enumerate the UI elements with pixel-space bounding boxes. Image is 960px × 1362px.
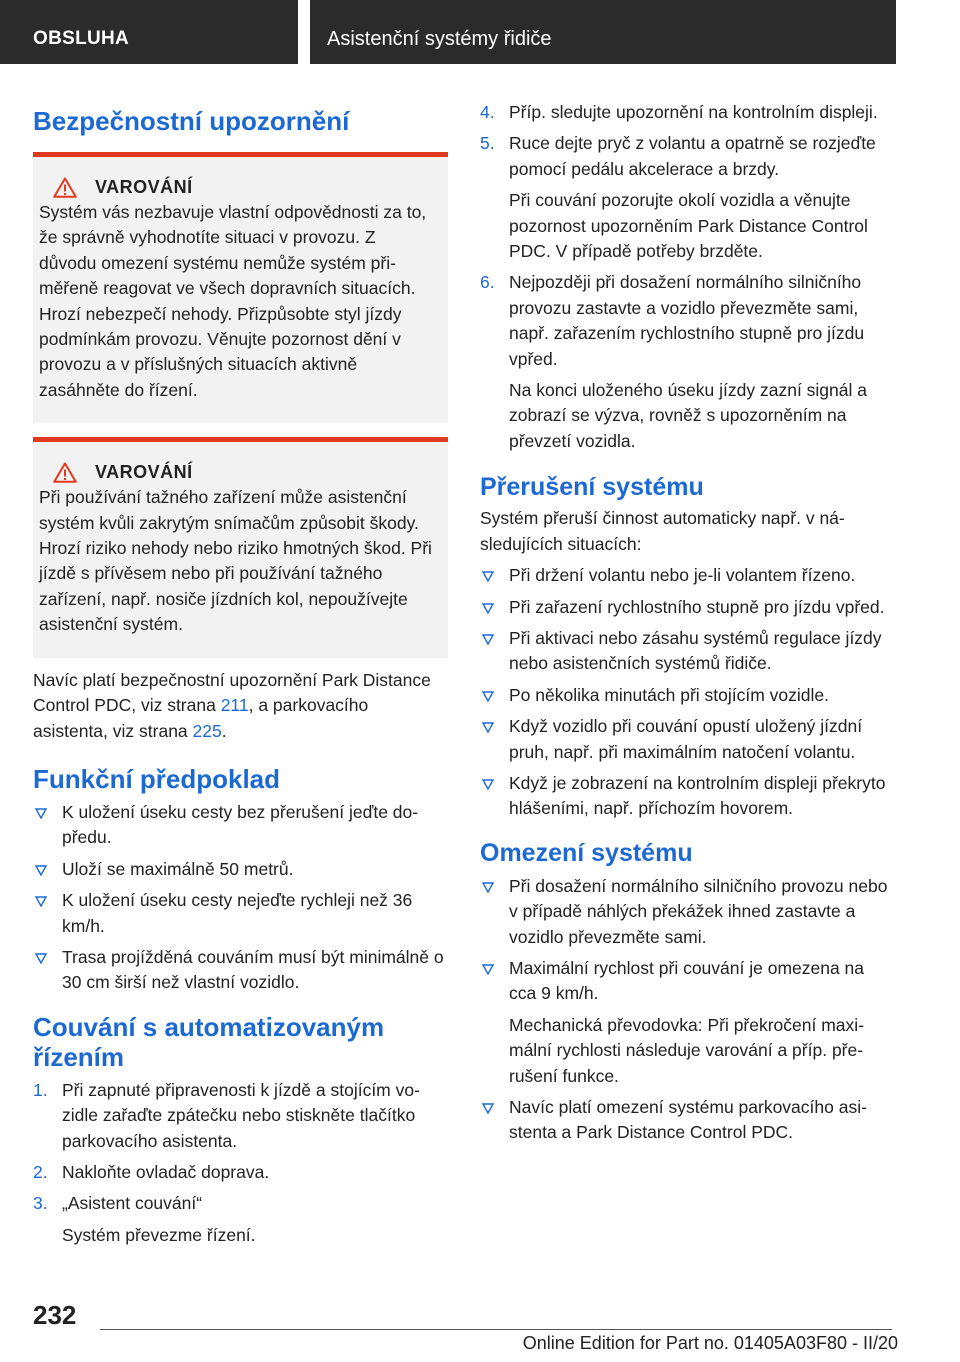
- step-number: 1.: [33, 1079, 48, 1100]
- list-item-text: Uloží se maximálně 50 metrů.: [62, 858, 294, 879]
- triangle-bullet-icon: [35, 896, 47, 907]
- triangle-bullet-icon: [482, 722, 494, 733]
- step-subtext: Na konci uloženého úseku jízdy zazní signál a zobrazí se výzva, rovněž s upozorněním na převzetí vozidla.: [509, 380, 867, 451]
- warning-text-1: Systém vás nezbavuje vlastní odpovědnosti za to, že správně vyhodnotíte situaci v provozu. Z důvodu omezení systému nemůže systém přiměřeně reagovat ve všech dopravních situacích. Hrozí nebezpečí nehody. Přizpůsobte styl jízdy podmínkám provozu. Věnujte pozornost dění v provozu a v příslušných situacích aktivně zasáhněte do řízení.: [39, 202, 427, 400]
- warning-title-2: VAROVÁNÍ: [95, 462, 193, 483]
- triangle-bullet-icon: [482, 634, 494, 645]
- step-text: Nakloňte ovladač doprava.: [62, 1161, 270, 1182]
- header-chapter-label: Asistenční systémy řidiče: [327, 28, 552, 50]
- list-item: [33, 1191, 448, 1248]
- step-text: Ruce dejte pryč z volantu a opatrně se rozjeďte pomocí pedálu akcelerace a brzdy.: [509, 133, 876, 179]
- triangle-bullet-icon: [482, 1103, 494, 1114]
- step-text: „Asistent couvání“: [62, 1193, 203, 1214]
- list-item-text: Při dosažení normálního silničního provozu nebo v případě náhlých překážek ihned zastavte a vozidlo převezměte sami.: [509, 875, 888, 947]
- list-item: [480, 714, 892, 765]
- reverse-steps-list-cont: [480, 100, 892, 454]
- step-number: 3.: [33, 1193, 48, 1214]
- step-number: 6.: [480, 272, 495, 293]
- header-section-tab: [0, 0, 298, 64]
- limits-list: [480, 874, 892, 1146]
- triangle-bullet-icon: [35, 953, 47, 964]
- list-item: [480, 270, 892, 454]
- interrupt-heading: Přerušení systému: [480, 473, 704, 502]
- list-item: [480, 563, 892, 588]
- list-item: [33, 1160, 448, 1185]
- header-chapter-tab: [310, 0, 896, 64]
- list-item: [33, 888, 448, 939]
- list-item: [480, 771, 892, 822]
- func-heading: Funkční předpoklad: [33, 763, 281, 794]
- triangle-bullet-icon: [482, 571, 494, 582]
- list-item: [480, 683, 892, 708]
- list-item: [480, 131, 892, 264]
- warning-triangle-icon: [53, 462, 77, 483]
- list-item: [33, 945, 448, 996]
- safety-heading: Bezpečnostní upozornění: [33, 106, 350, 136]
- list-item-text: Po několika minutách při stojícím vozidle.: [509, 684, 829, 705]
- triangle-bullet-icon: [35, 808, 47, 819]
- list-item: [33, 800, 448, 851]
- page-link-225[interactable]: 225: [192, 720, 222, 741]
- warning-triangle-icon: [53, 177, 77, 198]
- reverse-steps-list: [33, 1078, 448, 1248]
- warning-title-1: VAROVÁNÍ: [95, 177, 193, 197]
- limits-heading: Omezení systému: [480, 838, 693, 867]
- step-text: Příp. sledujte upozornění na kontrolním displeji.: [509, 102, 878, 122]
- warning-box-1: [33, 152, 448, 423]
- extra-text-part: , a parkovacího asistenta, viz strana: [33, 695, 369, 741]
- step-text: Při zapnuté připravenosti k jízdě a stojícím vozidle zařaďte zpátečku nebo stiskněte tlačítko parkovacího asistenta.: [62, 1079, 420, 1151]
- list-item-text: Při zařazení rychlostního stupně pro jízdu vpřed.: [509, 596, 885, 617]
- triangle-bullet-icon: [482, 779, 494, 790]
- list-item: [480, 874, 892, 950]
- warning-text-2: Při používání tažného zařízení může asistenční systém kvůli zakrytým snímačům způsobit škody. Hrozí riziko nehody nebo riziko hmotných škod. Při jízdě s přívěsem nebo při používání tažného zařízení, např. nosiče jízdních kol, nepoužívejte asistenční systém.: [39, 487, 432, 635]
- page-link-211[interactable]: 211: [220, 695, 249, 716]
- interrupt-list: [480, 563, 892, 822]
- interrupt-intro: Systém přeruší činnost automaticky např. v následujících situacích:: [480, 508, 845, 554]
- footer-edition: Online Edition for Part no. 01405A03F80 - II/20: [522, 1333, 898, 1353]
- list-item-text: Trasa projížděná couváním musí být minimálně o 30 cm širší než vlastní vozidlo.: [62, 946, 444, 993]
- right-column: [480, 100, 892, 1152]
- warning-box-2: [33, 437, 448, 657]
- step-number: 5.: [480, 133, 495, 154]
- triangle-bullet-icon: [482, 882, 494, 893]
- triangle-bullet-icon: [35, 865, 47, 876]
- list-item-text: Když je zobrazení na kontrolním displeji překryto hlášeními, např. příchozím hovorem.: [509, 772, 886, 819]
- list-item: [480, 1095, 892, 1146]
- footer-divider: [100, 1329, 892, 1330]
- list-item-text: K uložení úseku cesty nejeďte rychleji než 36 km/h.: [62, 890, 413, 936]
- list-item-text: Při aktivaci nebo zásahu systémů regulace jízdy nebo asistenčních systémů řidiče.: [509, 627, 882, 674]
- list-item: [480, 595, 892, 620]
- list-item-text: Navíc platí omezení systému parkovacího asistenta a Park Distance Control PDC.: [509, 1097, 867, 1143]
- header-section-label: OBSLUHA: [33, 28, 130, 49]
- list-item-text: Maximální rychlost při couvání je omezena na cca 9 km/h.: [509, 957, 865, 1004]
- step-text: Nejpozději při dosažení normálního silničního provozu zastavte a vozidlo převezměte sami, např. zařazením rychlostního stupně pro jízdu vpřed.: [509, 272, 865, 369]
- left-column: [33, 100, 448, 1254]
- extra-safety-note: [33, 668, 448, 744]
- triangle-bullet-icon: [482, 964, 494, 975]
- triangle-bullet-icon: [482, 691, 494, 702]
- list-item: [480, 100, 892, 125]
- step-subtext: Systém převezme řízení.: [62, 1224, 256, 1245]
- list-item-subtext: Mechanická převodovka: Při překročení maximální rychlosti následuje varování a příp. přerušení funkce.: [509, 1014, 865, 1086]
- extra-text-part: Navíc platí bezpečnostní upozornění Park Distance Control PDC, viz strana: [33, 669, 431, 716]
- list-item: [33, 1078, 448, 1154]
- extra-text-part: .: [221, 720, 227, 741]
- list-item-text: Při držení volantu nebo je-li volantem řízeno.: [509, 565, 856, 586]
- step-number: 4.: [480, 102, 495, 122]
- page-number: 232: [33, 1300, 77, 1330]
- list-item-text: K uložení úseku cesty bez přerušení jeďte dopředu.: [62, 801, 419, 848]
- list-item: [33, 857, 448, 882]
- list-item: [480, 626, 892, 677]
- reverse-heading: Couvání s automatizovaným řízením: [33, 1011, 385, 1072]
- step-subtext: Při couvání pozorujte okolí vozidla a věnujte pozornost upozorněním Park Distance Control PDC. V případě potřeby brzděte.: [509, 190, 868, 262]
- list-item-text: Když vozidlo při couvání opustí uložený jízdní pruh, např. při maximálním natočení volantu.: [509, 716, 863, 762]
- list-item: [480, 956, 892, 1089]
- triangle-bullet-icon: [482, 603, 494, 614]
- func-list: [33, 800, 448, 996]
- step-number: 2.: [33, 1161, 48, 1182]
